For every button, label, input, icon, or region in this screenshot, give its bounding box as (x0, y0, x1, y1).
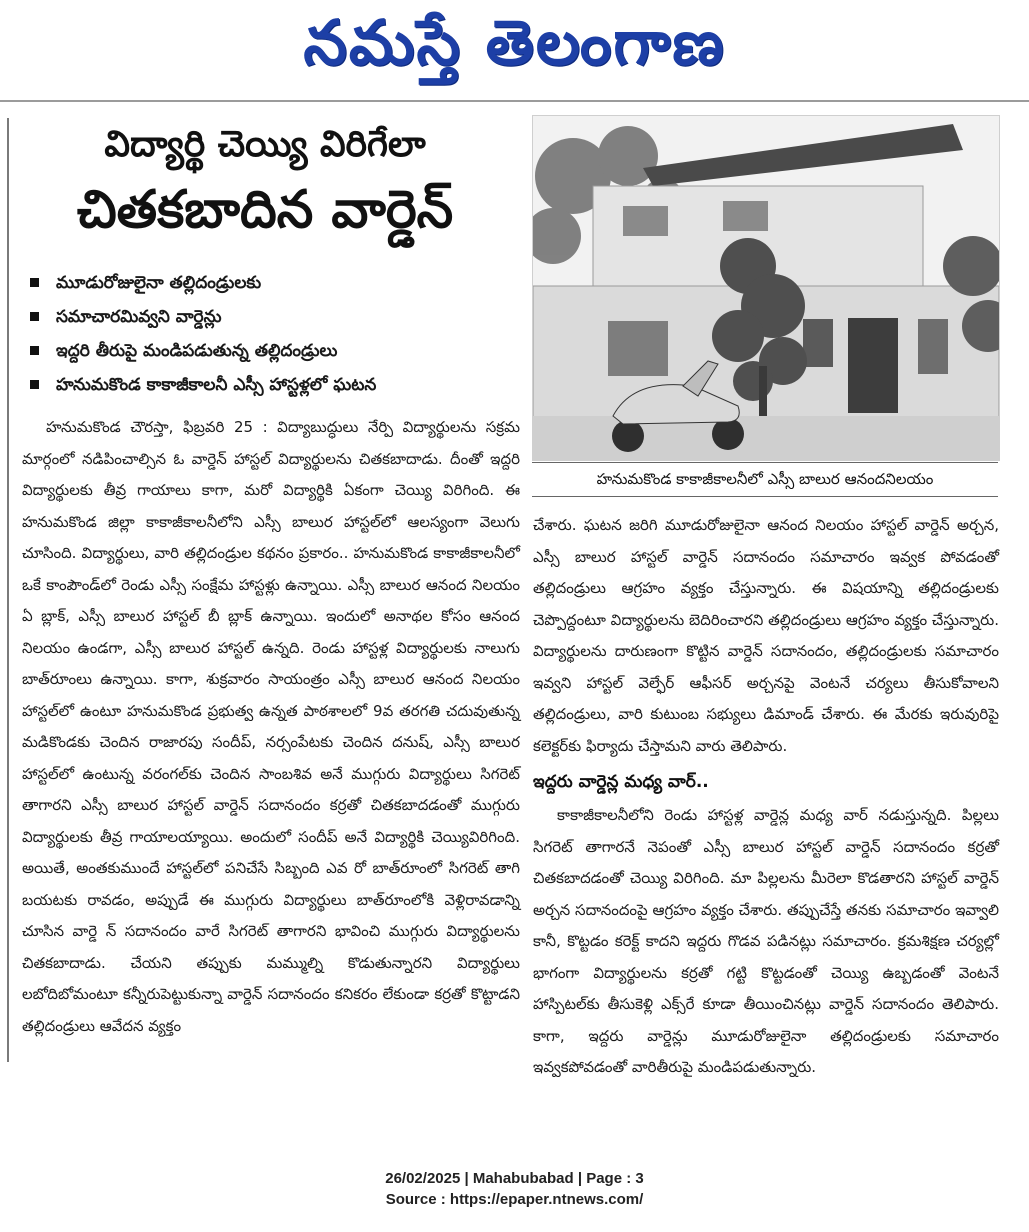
hostel-photo (532, 115, 1000, 461)
source-link[interactable]: Source : https://epaper.ntnews.com/ (385, 1191, 644, 1208)
article-subhead: ఇద్దరు వార్డెన్ల మధ్య వార్.. (533, 772, 709, 792)
highlight-item: సమాచారమివ్వని వార్డెన్లు (28, 300, 518, 334)
edition-info: 26/02/2025 | Mahabubabad | Page : 3 (385, 1170, 644, 1187)
highlights-list (28, 266, 518, 402)
masthead (0, 0, 1029, 100)
caption-top-rule (532, 462, 998, 463)
highlight-item: హనుమకొండ కాకాజీకాలనీ ఎస్సీ హాస్టళ్లలో ఘటన (28, 368, 518, 402)
page-footer (0, 1168, 1029, 1210)
article-body-left: హనుమకొండ చౌరస్తా, ఫిబ్రవరి 25 : విద్యాబుద్ధులు నేర్పి విద్యార్థులను సక్రమ మార్గంలో నడిపించాల్సిన ఓ వార్డెన్ హాస్టల్ విద్యార్థులను చితకబాదాడు. దీంతో ఇద్దరి విద్యార్థులకు తీవ్ర గాయాలు కాగా, మరో విద్యార్థికి ఏకంగా చెయ్యి విరిగింది. ఈ హనుమకొండ జిల్లా కాకాజీకాలనీలోని ఎస్సీ బాలుర హాస్టల్‌లో ఆలస్యంగా వెలుగు చూసింది. విద్యార్థులు, వారి తల్లిదండ్రుల కథనం ప్రకారం.. హనుమకొండ కాకాజీకాలనీలో ఒకే కాంపౌండ్‌లో రెండు ఎస్సీ సంక్షేమ హాస్టళ్లు ఉన్నాయి. ఎస్సీ బాలుర ఆనంద నిలయం ఏ బ్లాక్, ఎస్సీ బాలుర హాస్టల్ బీ బ్లాక్ ఉన్నాయి. ఇందులో అనాథల కోసం ఆనంద నిలయం ఉండగా, ఎస్సీ బాలుర హాస్టల్ ఉన్నది. రెండు హాస్టళ్ల విద్యార్థులకు నాలుగు బాత్‌రూంలు ఉన్నాయి. కాగా, శుక్రవారం సాయంత్రం ఎస్సీ బాలుర ఆనంద నిలయం హాస్టల్‌లో ఉంటూ హనుమకొండ ప్రభుత్వ ఉన్నత పాఠశాలలో 9వ తరగతి చదువుతున్న మడికొండకు చెందిన రాజారపు సందీప్, నర్సంపేటకు చెందిన దనుష్, ఎస్సీ బాలుర హాస్టల్‌లో ఉంటున్న వరంగల్‌కు చెందిన సాంబశివ అనే ముగ్గురు విద్యార్థులు సిగరెట్ తాగారని ఎస్సీ బాలుర హాస్టల్ వార్డెన్ సదానందం కర్రతో చితకబాదడంతో ముగ్గురు విద్యార్థులకు తీవ్ర గాయాలయ్యాయి. అందులో సందీప్ అనే విద్యార్థికి చెయ్యివిరిగింది. అయితే, అంతకుముందే హాస్టల్‌లో పనిచేసే సిబ్బంది ఎవ రో బాత్‌రూంలో సిగరెట్ తాగి బయటకు రావడం, అప్పుడే ఈ ముగ్గురు విద్యార్థులు బాత్‌రూంలోకి వెళ్లిరావడాన్ని చూసిన వార్డె న్ సదానందం వారే సిగరెట్ తాగారని భావించి ముగ్గురు విద్యార్థులను చితకబాదాడు. చేయని తప్పుకు మమ్ముల్ని కొడుతున్నారని విద్యార్థులు లబోదిబోమంటూ కన్నీరుపెట్టుకున్నా వార్డెన్ సదానందం కనికరం లేకుండా కర్రతో కొట్టాడని తల్లిదండ్రులు ఆవేదన వ్యక్తం (22, 418, 520, 1035)
column-rule (7, 118, 9, 1062)
article-body-right-1: చేశారు. ఘటన జరిగి మూడురోజులైనా ఆనంద నిలయం హాస్టల్ వార్డెన్ అర్చన, ఎస్సీ బాలుర హాస్టల్ వార్డెన్ సదానందం సమాచారం ఇవ్వక పోవడంతో తల్లిదండ్రులు ఆగ్రహం వ్యక్తం చేస్తున్నారు. ఈ విషయాన్ని తల్లిదండ్రులకు చెప్పొద్దంటూ విద్యార్థులను బెదిరించారని తల్లిదండ్రులు ఆగ్రహం వ్యక్తం చేస్తున్నారు. విద్యార్థులను దారుణంగా కొట్టిన వార్డెన్ సదానందం, తల్లిదండ్రులకు సమాచారం ఇవ్వని హాస్టల్ వెల్ఫేర్ ఆఫీసర్ అర్చనపై వెంటనే చర్యలు తీసుకోవాలని తల్లిదండ్రులు, వారి కుటుంబ సభ్యులు డిమాండ్ చేశారు. ఈ మేరకు ఇరువురిపై కలెక్టర్‌కు ఫిర్యాదు చేస్తామని వారు తెలిపారు. (533, 516, 999, 755)
highlight-item: ఇద్దరి తీరుపై మండిపడుతున్న తల్లిదండ్రులు (28, 334, 518, 368)
article-body-right-2: కాకాజీకాలనీలోని రెండు హాస్టళ్ల వార్డెన్ల మధ్య వార్ నడుస్తున్నది. పిల్లలు సిగరెట్ తాగారనే నెపంతో ఎస్సీ బాలుర హాస్టల్ వార్డెన్ సదానందం కర్రతో చితకబాదడంతో చెయ్యి విరిగింది. మా పిల్లలను మీరెలా కొడతారని హాస్టల్ వార్డెన్ అర్చన సదానందంపై ఆగ్రహం వ్యక్తం చేశారు. తప్పుచేస్తే తనకు సమాచారం ఇవ్వాలి కానీ, కొట్టడం కరెక్ట్ కాదని ఇద్దరు గొడవ పడినట్లు సమాచారం. క్రమశిక్షణ చర్యల్లో భాగంగా విద్యార్థులను కర్రతో గట్టి కొట్టడంతో చెయ్యి ఉబ్బడంతో వెంటనే హాస్పిటల్‌కు తీసుకెళ్లి ఎక్స్‌రే కూడా తీయించినట్లు వార్డెన్ సదానందం తెలిపారు. కాగా, ఇద్దరు వార్డెన్లు మూడురోజులైనా తల్లిదండ్రులకు సమాచారం ఇవ్వకపోవడంతో వారితీరుపై మండిపడుతున్నారు. (533, 806, 999, 1076)
masthead-divider (0, 100, 1029, 102)
article-headline: చితకబాదిన వార్డెన్ (76, 180, 454, 240)
hostel-photo-illustration (533, 116, 999, 460)
photo-caption: హనుమకొండ కాకాజీకాలనీలో ఎస్సీ బాలుర ఆనందనిలయం (596, 470, 934, 488)
article-kicker: విద్యార్థి చెయ్యి విరిగేలా (104, 124, 426, 165)
highlight-item: మూడురోజులైనా తల్లిదండ్రులకు (28, 266, 518, 300)
newspaper-logo: నమస్తే తెలంగాణ (303, 6, 726, 79)
caption-bottom-rule (532, 496, 998, 497)
